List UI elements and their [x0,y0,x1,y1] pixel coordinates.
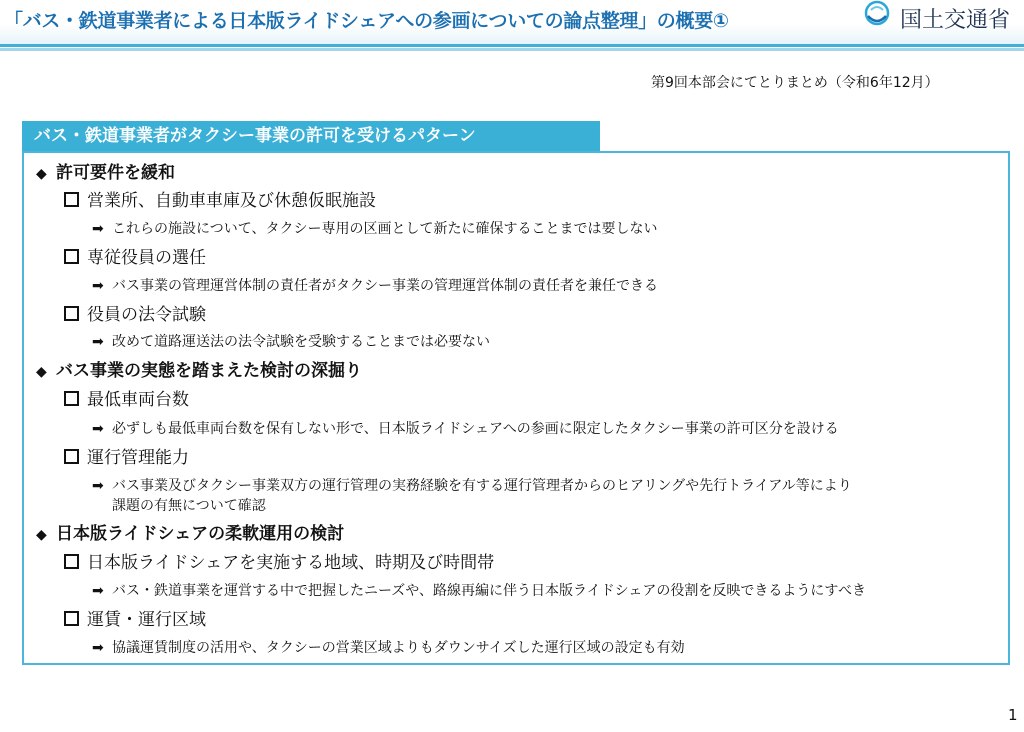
section-item: 役員の法令試験 [64,300,206,325]
section-item: 最低車両台数 [64,385,189,410]
square-bullet-icon [64,611,79,626]
arrow-right-icon: ➡ [92,421,104,437]
item-detail: ➡ バス事業及びタクシー事業双方の運行管理の実務経験を有する運行管理者からのヒアリングや先行トライアル等により [92,478,852,494]
square-bullet-icon [64,306,79,321]
section-item: 運行管理能力 [64,443,189,468]
section-item: 日本版ライドシェアを実施する地域、時期及び時間帯 [64,548,494,573]
diamond-bullet-icon: ◆ [36,166,47,182]
item-detail: ➡ 必ずしも最低車両台数を保有しない形で、日本版ライドシェアへの参画に限定したタクシー事業の許可区分を設ける [92,421,839,437]
section-item: 営業所、自動車車庫及び休憩仮眠施設 [64,186,376,211]
meeting-note: 第9回本部会にてとりまとめ（令和6年12月） [651,75,939,91]
section-item: 運賃・運行区域 [64,605,206,630]
diamond-bullet-icon: ◆ [36,364,47,380]
item-detail: ➡ 改めて道路運送法の法令試験を受験することまでは必要ない [92,334,490,350]
box-heading: バス・鉄道事業者がタクシー事業の許可を受けるパターン [22,121,600,151]
section-heading: ◆ 許可要件を緩和 [36,163,175,183]
slide-header [0,0,1024,44]
arrow-right-icon: ➡ [92,334,104,350]
arrow-right-icon: ➡ [92,278,104,294]
arrow-right-icon: ➡ [92,478,104,494]
page-number: 1 [1008,706,1018,724]
ministry-logo-icon [862,0,892,30]
square-bullet-icon [64,192,79,207]
item-detail: ➡ 協議運賃制度の活用や、タクシーの営業区域よりもダウンサイズした運行区域の設定も有効 [92,640,685,656]
item-detail-continued: 課題の有無について確認 [112,498,266,514]
arrow-right-icon: ➡ [92,583,104,599]
square-bullet-icon [64,554,79,569]
section-heading: ◆ 日本版ライドシェアの柔軟運用の検討 [36,524,345,544]
item-detail: ➡ バス事業の管理運営体制の責任者がタクシー事業の管理運営体制の責任者を兼任できる [92,278,658,294]
square-bullet-icon [64,391,79,406]
square-bullet-icon [64,249,79,264]
org-name: 国土交通省 [900,8,1011,33]
item-detail: ➡ バス・鉄道事業を運営する中で把握したニーズや、路線再編に伴う日本版ライドシェアの役割を反映できるようにすべき [92,583,867,599]
section-item: 専従役員の選任 [64,243,206,268]
slide-title: 「バス・鉄道事業者による日本版ライドシェアへの参画についての論点整理」の概要① [4,10,729,32]
arrow-right-icon: ➡ [92,221,104,237]
header-divider [0,44,1024,47]
section-heading: ◆ バス事業の実態を踏まえた検討の深掘り [36,361,362,381]
header-divider-light [0,48,1024,51]
item-detail: ➡ これらの施設について、タクシー専用の区画として新たに確保することまでは要しない [92,221,658,237]
diamond-bullet-icon: ◆ [36,527,47,543]
arrow-right-icon: ➡ [92,640,104,656]
square-bullet-icon [64,449,79,464]
